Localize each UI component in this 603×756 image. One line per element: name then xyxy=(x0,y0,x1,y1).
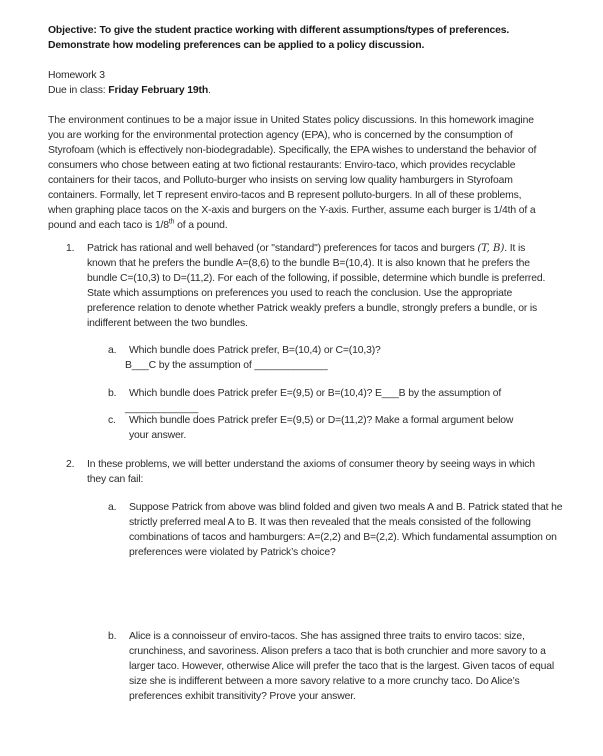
homework-title: Homework 3 xyxy=(48,70,105,81)
due-date: Friday February 19th xyxy=(108,85,209,96)
part-question: Which bundle does Patrick prefer E=(9,5) or D=(11,2)? Make a formal argument below your answer. xyxy=(129,415,514,441)
question-text: In these problems, we will better understand the axioms of consumer theory by seeing ways in which they can fail: xyxy=(87,459,535,485)
part-question: Which bundle does Patrick prefer E=(9,5) or B=(10,4)? E___B by the assumption of xyxy=(129,388,502,399)
part-letter: b. xyxy=(108,388,117,399)
document-page xyxy=(48,23,548,233)
part-question: Which bundle does Patrick prefer, B=(10,4) or C=(10,3)? xyxy=(129,345,381,356)
due-label: Due in class: xyxy=(48,85,109,96)
intro-paragraph xyxy=(48,113,548,233)
objective xyxy=(48,23,548,53)
answer-blank-line: B___C by the assumption of _____________ xyxy=(125,360,328,371)
intro-text: The environment continues to be a major issue in United States policy discussions. In this homework imagine you are working for the environmental protection agency (EPA), who is concerned by the consumption of Styrofoam (which is effectively non-biodegradable). Specifically, the EPA wishes to understand the behavior of consumers who chose between eating at two fictional restaurants: Enviro-taco, which provides recyclable containers for their tacos, and Polluto-burger who insists on serving low quality hamburgers in Styrofoam containers. Formally, let T represent enviro-tacos and B represent polluto-burgers. In all of these problems, when graphing place tacos on the X-axis and burgers on the Y-axis. Further, assume each burger is 1/4th of a pound and each taco is 1/8 xyxy=(48,115,537,231)
question-text-end: . It is known that he prefers the bundle A=(8,6) to the bundle B=(10,4). It is also known that he prefers the bundle C=(10,3) to D=(11,2). For each of the following, if possible, determine which bundle is preferred. State which assumptions on preferences you used to reach the conclusion. Use the appropriate preference relation to denote whether Patrick weakly prefers a bundle, strongly prefers a bundle, or is indifferent between the two bundles. xyxy=(87,243,546,329)
objective-line-1: Objective: To give the student practice working with different assumptions/types of preferences. xyxy=(48,25,510,36)
part-letter: a. xyxy=(108,502,117,513)
due-suffix: . xyxy=(208,85,211,96)
part-letter: a. xyxy=(108,345,117,356)
intro-text-end: of a pound. xyxy=(174,220,228,231)
question-number: 2. xyxy=(66,459,75,470)
question-number: 1. xyxy=(66,243,75,254)
due-date-line xyxy=(48,83,548,98)
part-letter: c. xyxy=(108,415,116,426)
question-1-part-a xyxy=(108,343,548,373)
intro-superscript: th xyxy=(168,218,175,226)
part-question: Alice is a connoisseur of enviro-tacos. She has assigned three traits to enviro tacos: size, crunchiness, and savoriness. Alison prefers a taco that is both crunchier and more savory to a larger taco. However, otherwise Alice will prefer the taco that is the largest. Given tacos of equal size she is indifferent between a more savory relative to a more crunchy taco. Do Alice’s preferences exhibit transitivity? Prove your answer. xyxy=(129,631,555,702)
question-text-start: Patrick has rational and well behaved (or "standard") preferences for tacos and burgers xyxy=(87,243,478,254)
answer-blank-line: _____________ xyxy=(125,403,199,414)
question-1 xyxy=(66,241,554,441)
question-text xyxy=(87,241,554,331)
part-letter: b. xyxy=(108,631,117,642)
question-2-part-a xyxy=(108,500,568,560)
question-2-part-b xyxy=(108,629,568,704)
question-1-part-b xyxy=(108,386,558,416)
question-2 xyxy=(66,457,563,702)
part-question: Suppose Patrick from above was blind folded and given two meals A and B. Patrick stated that he strictly preferred meal A to B. It was then revealed that the meals consisted of the following combinations of tacos and hamburgers: A=(2,2) and B=(2,2). Which fundamental assumption on preferences were violated by Patrick’s choice? xyxy=(129,502,563,558)
question-1-part-c xyxy=(108,413,548,443)
objective-line-2: Demonstrate how modeling preferences can be applied to a policy discussion. xyxy=(48,40,425,51)
math-bundle-notation: (T, B) xyxy=(477,242,505,254)
